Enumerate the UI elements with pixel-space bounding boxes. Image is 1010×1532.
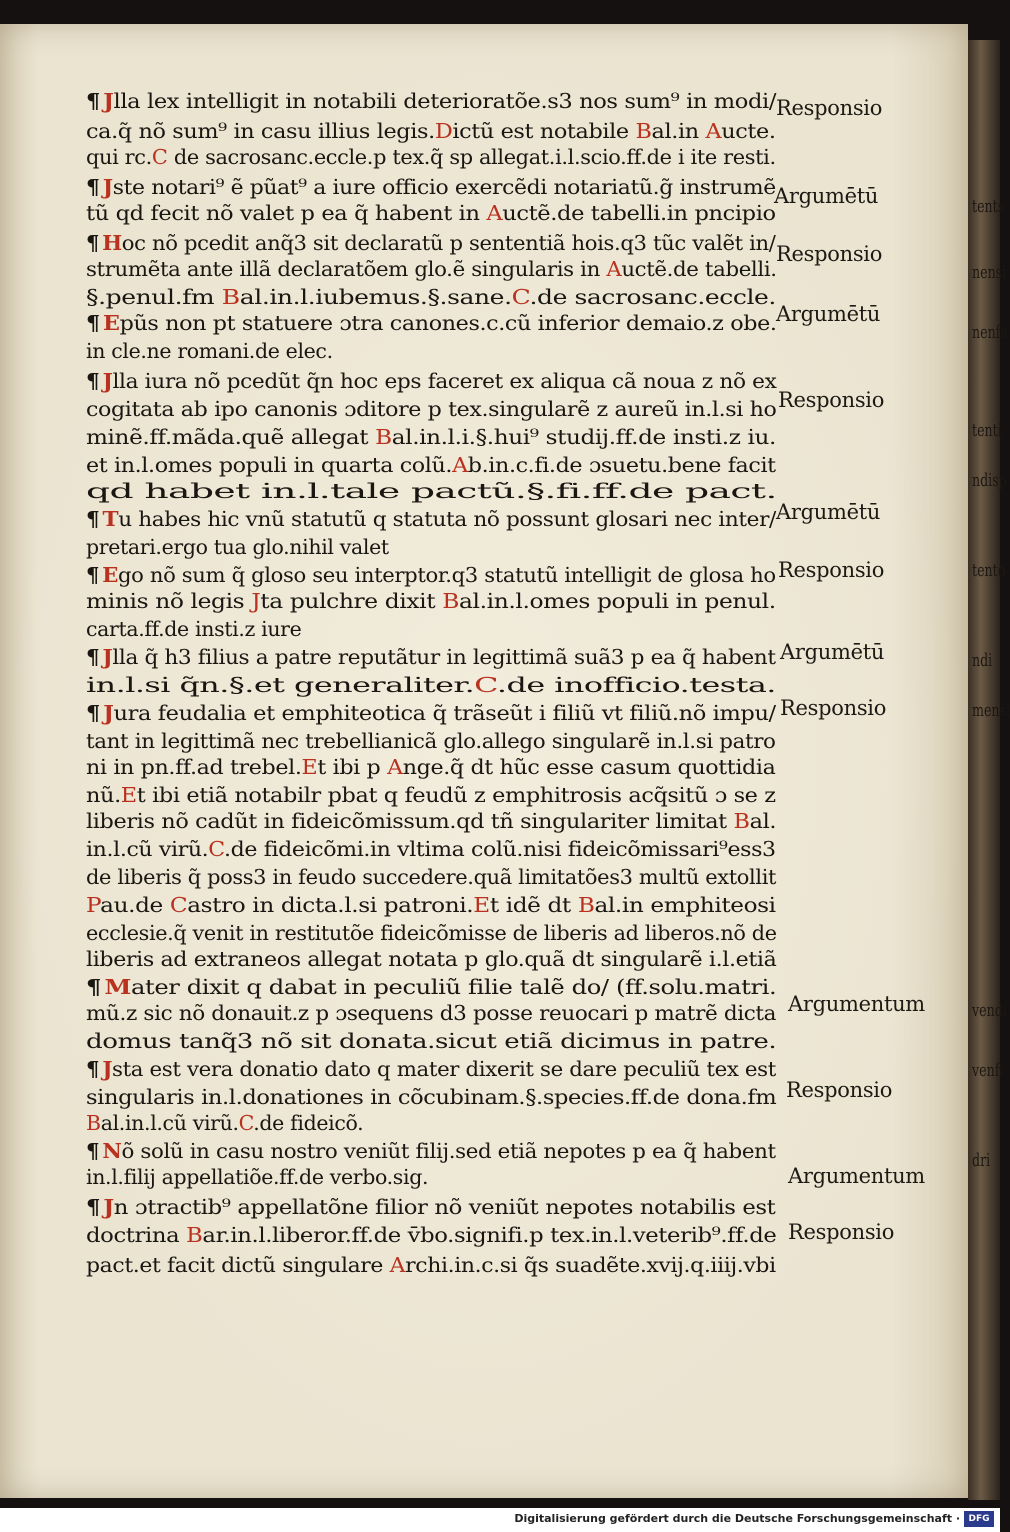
footer-bar [0,1508,1000,1532]
facing-page-fragment: ndisp [972,470,1007,491]
line-text: uctẽ.de tabelli.in pncipio [502,201,776,225]
line-text: et in.l.omes populi in quarta colũ. [86,453,453,477]
text-line [86,1162,428,1192]
facing-page-fragment: tenti [972,420,1002,441]
text-line [86,642,776,672]
rubricated-letter: P [86,893,101,917]
text-line [86,254,777,284]
text-line [86,142,776,172]
line-text: liberis ad extraneos allegat notata p glo.quã dt singularẽ i.l.etiã [86,947,777,971]
margin-note: Responsio [786,1078,893,1102]
rubricated-initial: J [103,1195,114,1219]
margin-note: Responsio [788,1220,895,1244]
rubricated-letter: B [186,1223,203,1247]
rubricated-letter: J [251,589,261,613]
line-text: lla q̃ h3 filius a patre reputãtur in legittimã suã3 p ea q̃ habent [112,645,776,669]
rubricated-initial: J [103,89,114,113]
text-line [86,366,776,396]
line-text: de liberis q̃ poss3 in feudo succedere.quã limitatões3 multũ extollit [86,865,777,889]
rubricated-letter: E [120,783,137,807]
line-text: al.in.l.i.§.hui⁹ studij.ff.de insti.z iu. [391,425,776,449]
line-text: sta est vera donatio dato q mater dixerit se dare peculiũ tex est [112,1057,776,1081]
facing-page-fragment: nensi [972,262,1007,283]
line-text: ar.in.l.liberor.ff.de v̄bo.signifi.p tex.in.l.veterib⁹.ff.de [202,1223,777,1247]
line-text: ater dixit q dabat in peculiũ filie talẽ do/ (ff.solu.matri. [130,975,777,999]
text-line [86,862,776,892]
rubricated-initial: J [102,1057,113,1081]
text-line [86,1108,363,1138]
line-text: al.in.l.cũ virũ. [100,1111,239,1135]
text-line [86,1026,776,1056]
line-text: t ibi p [317,755,388,779]
line-text: .de inofficio.testa. [496,673,776,697]
rubricated-letter: A [452,453,468,477]
line-text: al.in.l.iubemus.§.sane. [239,285,512,309]
margin-note: Argumētū [780,640,885,664]
line-text: rchi.in.c.si q̃s suadẽte.xvij.q.iiij.vbi [405,1253,776,1277]
rubricated-letter: C [208,837,225,861]
margin-note: Responsio [778,558,885,582]
line-text: .de fideicõ. [253,1111,364,1135]
line-text: minis nõ legis [86,589,252,613]
line-text: pact.et facit dictũ singulare [86,1253,390,1277]
line-text: al. [749,809,777,833]
text-line [86,890,776,920]
rubricated-letter: A [389,1253,406,1277]
margin-note: Responsio [776,242,883,266]
rubricated-initial: J [102,369,113,393]
rubricated-letter: A [606,257,622,281]
line-text: ste notari⁹ ẽ pũat⁹ a iure officio exercẽdi notariatũ.g̃ instrumẽ [112,175,776,199]
rubricated-letter: B [221,285,240,309]
rubricated-initial: E [102,563,118,587]
rubricated-letter: A [486,201,503,225]
line-text: astro in dicta.l.si patroni. [187,893,474,917]
paragraph-mark: ¶ [86,311,100,335]
paragraph-mark: ¶ [86,1195,101,1219]
text-line [86,86,776,116]
rubricated-initial: M [104,975,131,999]
line-text: n ɔtractib⁹ appellatõne filior nõ veniũt nepotes notabilis est [113,1195,776,1219]
line-text: in cle.ne romani.de elec. [86,339,333,363]
line-text: qd habet in.l.tale pactũ.§.fi.ff.de pact. [86,479,777,503]
rubricated-letter: B [375,425,392,449]
line-text: t ibi etiã notabilr pbat q feudũ z emphitrosis acq̃sitũ ɔ se z [136,783,776,807]
text-line [86,532,389,562]
paragraph-mark: ¶ [86,563,100,587]
line-text: al.in.l.omes populi in penul. [459,589,776,613]
paragraph-mark: ¶ [86,645,100,669]
margin-note: Responsio [778,388,885,412]
line-text: õ solũ in casu nostro veniũt filij.sed etiã nepotes p ea q̃ habent [121,1139,776,1163]
line-text: tũ qd fecit nõ valet p ea q̃ habent in [86,201,487,225]
line-text: in.l.filij appellatiõe.ff.de verbo.sig. [86,1165,429,1189]
line-text: lla lex intelligit in notabili deterioratõe.s3 nos sum⁹ in modi/ [113,89,777,113]
margin-note: Argumentum [788,992,925,1016]
line-text: b.in.c.fi.de ɔsuetu.bene facit [467,453,776,477]
text-line [86,308,777,338]
rubricated-letter: B [733,809,750,833]
margin-note: Argumētū [776,500,881,524]
rubricated-initial: T [102,507,119,531]
rubricated-letter: B [577,893,595,917]
line-text: singularis in.l.donationes in cõcubinam.§.species.ff.de dona.fm [86,1085,777,1109]
paragraph-mark: ¶ [86,507,100,531]
margin-note: Argumētū [774,184,879,208]
line-text: qui rc. [86,145,152,169]
line-text: ni in pn.ff.ad trebel. [86,755,302,779]
paragraph-mark: ¶ [86,175,100,199]
line-text: domus tanq̃3 nõ sit donata.sicut etiã dicimus in patre. [86,1029,777,1053]
text-line [86,198,776,228]
line-text: ura feudalia et emphiteotica q̃ trãseũt i filiũ vt filiũ.nõ impu/ [113,701,776,725]
paragraph-mark: ¶ [86,89,100,113]
facing-page-fragment: mensi [972,700,1010,721]
rubricated-letter: E [473,893,490,917]
rubricated-letter: D [434,119,453,143]
facing-page-fragment: venfi [972,1060,1004,1081]
rubricated-letter: B [86,1111,101,1135]
rubricated-initial: N [102,1139,122,1163]
text-line [86,614,301,644]
line-text: §.penul.fm [86,285,222,309]
rubricated-letter: C [151,145,168,169]
paragraph-mark: ¶ [86,1057,100,1081]
line-text: ca.q̃ nõ sum⁹ in casu illius legis. [86,119,435,143]
paragraph-mark: ¶ [86,701,100,725]
rubricated-letter: C [474,673,497,697]
footer-credit: Digitalisierung gefördert durch die Deutsche Forschungsgemeinschaft · [514,1512,960,1525]
line-text: doctrina [86,1223,187,1247]
text-line [86,1220,776,1250]
margin-note: Argumētū [776,302,881,326]
text-line [86,670,776,700]
line-text: tant in legittimã nec trebellianicã glo.allego singularẽ in.l.si patro [86,729,776,753]
line-text: .de fideicõmi.in vltima colũ.nisi fideicõmissari⁹ess3 [224,837,776,861]
facing-page-fragment: tents [972,196,1005,217]
facing-page-fragment: ndi [972,650,993,671]
line-text: nge.q̃ dt hũc esse casum quottidia [402,755,776,779]
line-text: pretari.ergo tua glo.nihil valet [86,535,389,559]
line-text: de sacrosanc.eccle.p tex.q̃ sp allegat.i.l.scio.ff.de i ite resti. [167,145,776,169]
rubricated-initial: H [102,231,122,255]
line-text: strumẽta ante illã declaratõem glo.ẽ singularis in [86,257,607,281]
line-text: ictũ est notabile [452,119,636,143]
rubricated-letter: A [387,755,403,779]
line-text: ta pulchre dixit [260,589,443,613]
text-line [86,394,776,424]
rubricated-letter: A [705,119,722,143]
text-line [86,504,776,534]
rubricated-letter: C [511,285,530,309]
line-text: ecclesie.q̃ venit in restitutõe fideicõmisse de liberis ad liberos.nõ de [86,921,777,945]
line-text: pũs non pt statuere ɔtra canones.c.cũ inferior demaio.z obe. [119,311,777,335]
text-line [86,1054,776,1084]
text-line [86,752,775,782]
line-text: u habes hic vnũ statutũ q statuta nõ possunt glosari nec inter/ [118,507,776,531]
text-line [86,698,776,728]
text-line [86,998,776,1028]
text-line [86,834,776,864]
paragraph-mark: ¶ [86,975,102,999]
line-text: ucte. [721,119,776,143]
text-line [86,944,776,974]
line-text: lla iura nõ pcedũt q̃n hoc eps faceret ex aliqua cã noua z nõ ex [112,369,777,393]
facing-page-fragment: nenfa [972,322,1008,343]
facing-page-fragment: tento [972,560,1006,581]
margin-note: Responsio [780,696,887,720]
line-text: uctẽ.de tabelli. [621,257,777,281]
line-text: liberis nõ cadũt in fideicõmissum.qd tñ singulariter limitat [86,809,734,833]
line-text: t idẽ dt [489,893,578,917]
text-line [86,422,776,452]
line-text: carta.ff.de insti.z iure [86,617,302,641]
rubricated-letter: E [301,755,318,779]
rubricated-letter: B [442,589,460,613]
text-line [86,476,777,506]
adjacent-page-edge [968,40,1000,1500]
line-text: go nõ sum q̃ gloso seu interptor.q3 statutũ intelligit de glosa ho [117,563,776,587]
rubricated-initial: J [102,175,113,199]
rubricated-initial: J [103,701,114,725]
line-text: al.in emphiteosi [594,893,776,917]
rubricated-letter: C [238,1111,254,1135]
rubricated-letter: B [635,119,652,143]
line-text: in.l.cũ virũ. [86,837,209,861]
rubricated-letter: C [169,893,188,917]
line-text: al.in [651,119,706,143]
line-text: minẽ.ff.mãda.quẽ allegat [86,425,376,449]
text-line [86,1250,776,1280]
margin-note: Responsio [776,96,883,120]
line-text: oc nõ pcedit anq̃3 sit declaratũ p sententiã hois.q3 tũc valẽt in/ [121,231,776,255]
rubricated-initial: E [103,311,120,335]
paragraph-mark: ¶ [86,231,100,255]
text-line [86,1192,775,1222]
facing-page-fragment: vendi [972,1000,1007,1021]
text-line [86,806,776,836]
line-text: in.l.si q̃n.§.et generaliter. [86,673,475,697]
line-text: nũ. [86,783,121,807]
line-text: .de sacrosanc.eccle. [529,285,776,309]
line-text: au.de [100,893,170,917]
dfg-logo-icon: DFG [964,1511,994,1527]
paragraph-mark: ¶ [86,369,100,393]
margin-note: Argumentum [788,1164,925,1188]
line-text: cogitata ab ipo canonis ɔditore p tex.singularẽ z aureũ in.l.si ho [86,397,777,421]
paragraph-mark: ¶ [86,1139,100,1163]
facing-page-fragment: dri [972,1150,991,1171]
text-line [86,336,333,366]
line-text: mũ.z sic nõ donauit.z p ɔsequens d3 posse reuocari p matrẽ dicta [86,1001,777,1025]
rubricated-initial: J [102,645,113,669]
text-line [86,586,776,616]
